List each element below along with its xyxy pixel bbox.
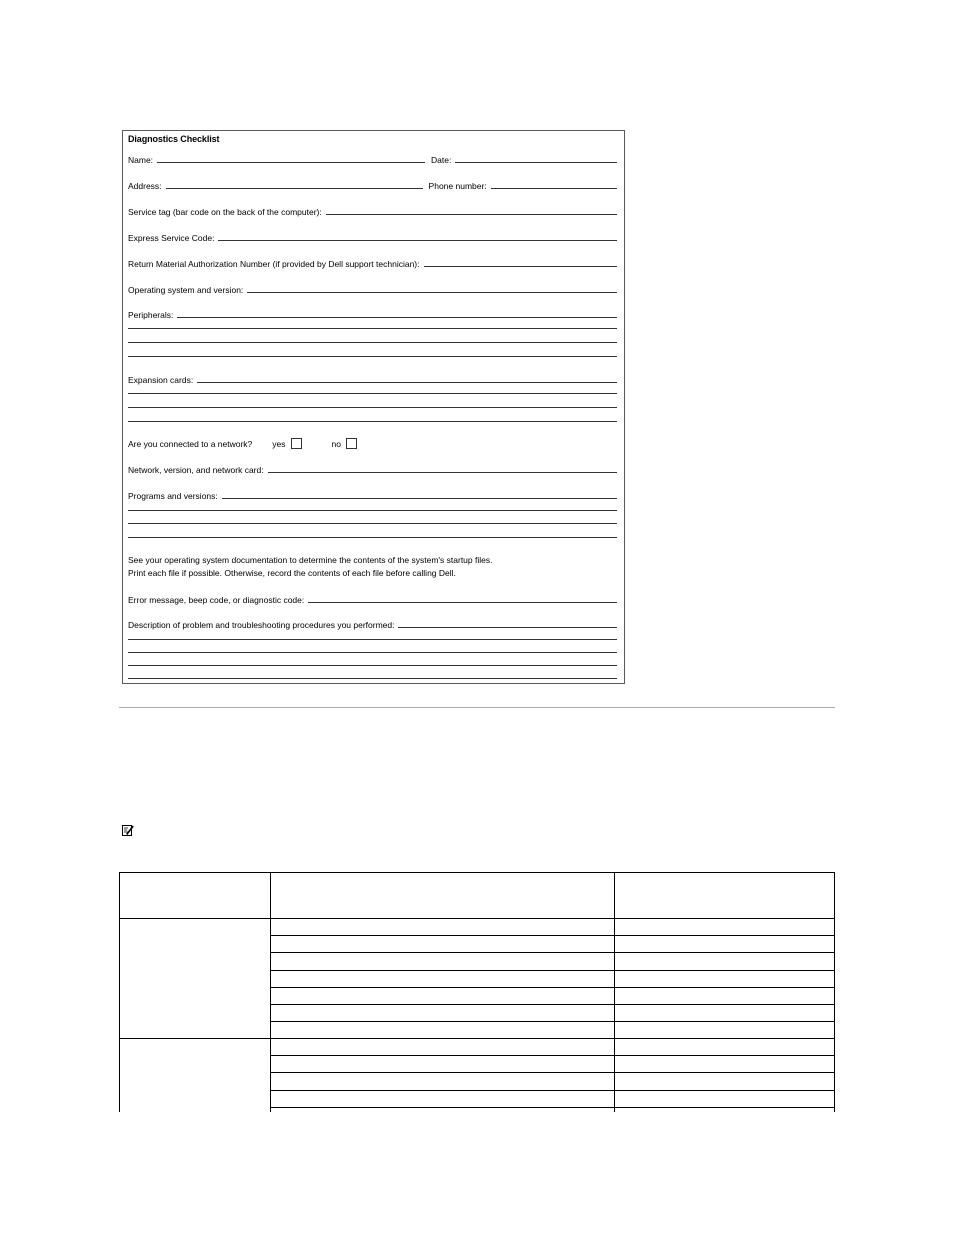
phone-field[interactable] — [491, 188, 617, 189]
name-label: Name: — [128, 155, 154, 165]
programs-extra-line[interactable] — [128, 510, 617, 511]
table-row-divider — [271, 1107, 835, 1108]
section-divider — [119, 707, 835, 708]
os-row — [128, 281, 617, 295]
network-question-row — [128, 435, 617, 449]
note-pencil-icon — [122, 823, 134, 835]
service-tag-row — [128, 203, 617, 217]
expansion-extra-line[interactable] — [128, 393, 617, 394]
error-message-field[interactable] — [308, 602, 617, 603]
peripherals-extra-line[interactable] — [128, 328, 617, 329]
table-header-divider — [119, 918, 835, 919]
address-phone-row — [128, 177, 617, 191]
expansion-extra-line[interactable] — [128, 421, 617, 422]
date-label: Date: — [431, 155, 452, 165]
error-message-label: Error message, beep code, or diagnostic code: — [128, 595, 305, 605]
service-tag-field[interactable] — [326, 214, 617, 215]
name-field[interactable] — [157, 162, 425, 163]
description-extra-line[interactable] — [128, 665, 617, 666]
table-row-divider — [271, 952, 835, 953]
table-top-border — [119, 872, 835, 873]
description-extra-line[interactable] — [128, 652, 617, 653]
table-column-divider — [270, 872, 271, 1112]
network-card-row — [128, 461, 617, 475]
error-message-row — [128, 591, 617, 605]
no-checkbox[interactable] — [346, 438, 357, 449]
os-field[interactable] — [247, 292, 617, 293]
yes-checkbox[interactable] — [291, 438, 302, 449]
programs-field[interactable] — [222, 498, 617, 499]
rma-label: Return Material Authorization Number (if provided by Dell support technician): — [128, 259, 420, 269]
no-label: no — [331, 439, 341, 449]
contact-table — [119, 872, 835, 1112]
date-field[interactable] — [455, 162, 617, 163]
table-row-divider — [271, 1072, 835, 1073]
programs-extra-line[interactable] — [128, 537, 617, 538]
description-field[interactable] — [398, 627, 617, 628]
description-extra-line[interactable] — [128, 639, 617, 640]
phone-label: Phone number: — [428, 181, 487, 191]
os-label: Operating system and version: — [128, 285, 244, 295]
address-label: Address: — [128, 181, 162, 191]
table-left-border — [119, 872, 120, 1112]
description-extra-line[interactable] — [128, 678, 617, 679]
peripherals-label: Peripherals: — [128, 310, 174, 320]
peripherals-extra-line[interactable] — [128, 356, 617, 357]
table-row-divider — [271, 1055, 835, 1056]
table-right-border — [834, 872, 835, 1112]
expansion-extra-line[interactable] — [128, 407, 617, 408]
express-code-row — [128, 229, 617, 243]
expansion-cards-row — [128, 371, 617, 385]
service-tag-label: Service tag (bar code on the back of the computer): — [128, 207, 322, 217]
name-date-row — [128, 151, 617, 165]
table-row-divider — [271, 987, 835, 988]
diagnostics-checklist-form — [122, 130, 625, 684]
peripherals-extra-line[interactable] — [128, 342, 617, 343]
description-row — [128, 616, 617, 630]
table-row-divider — [271, 935, 835, 936]
table-row-divider — [271, 1090, 835, 1091]
table-column-divider — [614, 872, 615, 1112]
express-code-label: Express Service Code: — [128, 233, 215, 243]
network-card-label: Network, version, and network card: — [128, 465, 264, 475]
programs-extra-line[interactable] — [128, 523, 617, 524]
expansion-cards-label: Expansion cards: — [128, 375, 194, 385]
startup-instructions-line-2: Print each file if possible. Otherwise, record the contents of each file before calling Dell. — [128, 568, 456, 578]
table-row-divider — [271, 1004, 835, 1005]
network-card-field[interactable] — [268, 472, 617, 473]
startup-instructions-line-1: See your operating system documentation to determine the contents of the system's startup files. — [128, 555, 493, 565]
description-label: Description of problem and troubleshooting procedures you performed: — [128, 620, 395, 630]
rma-field[interactable] — [424, 266, 618, 267]
peripherals-row — [128, 306, 617, 320]
table-row-divider — [271, 1021, 835, 1022]
checklist-title: Diagnostics Checklist — [128, 134, 220, 144]
peripherals-field[interactable] — [177, 317, 617, 318]
table-row-divider — [271, 970, 835, 971]
address-field[interactable] — [166, 188, 423, 189]
network-question-label: Are you connected to a network? — [128, 439, 253, 449]
expansion-cards-field[interactable] — [197, 382, 617, 383]
table-group-divider — [119, 1038, 835, 1039]
rma-row — [128, 255, 617, 269]
yes-label: yes — [272, 439, 286, 449]
programs-label: Programs and versions: — [128, 491, 218, 501]
programs-row — [128, 487, 617, 501]
express-code-field[interactable] — [218, 240, 617, 241]
